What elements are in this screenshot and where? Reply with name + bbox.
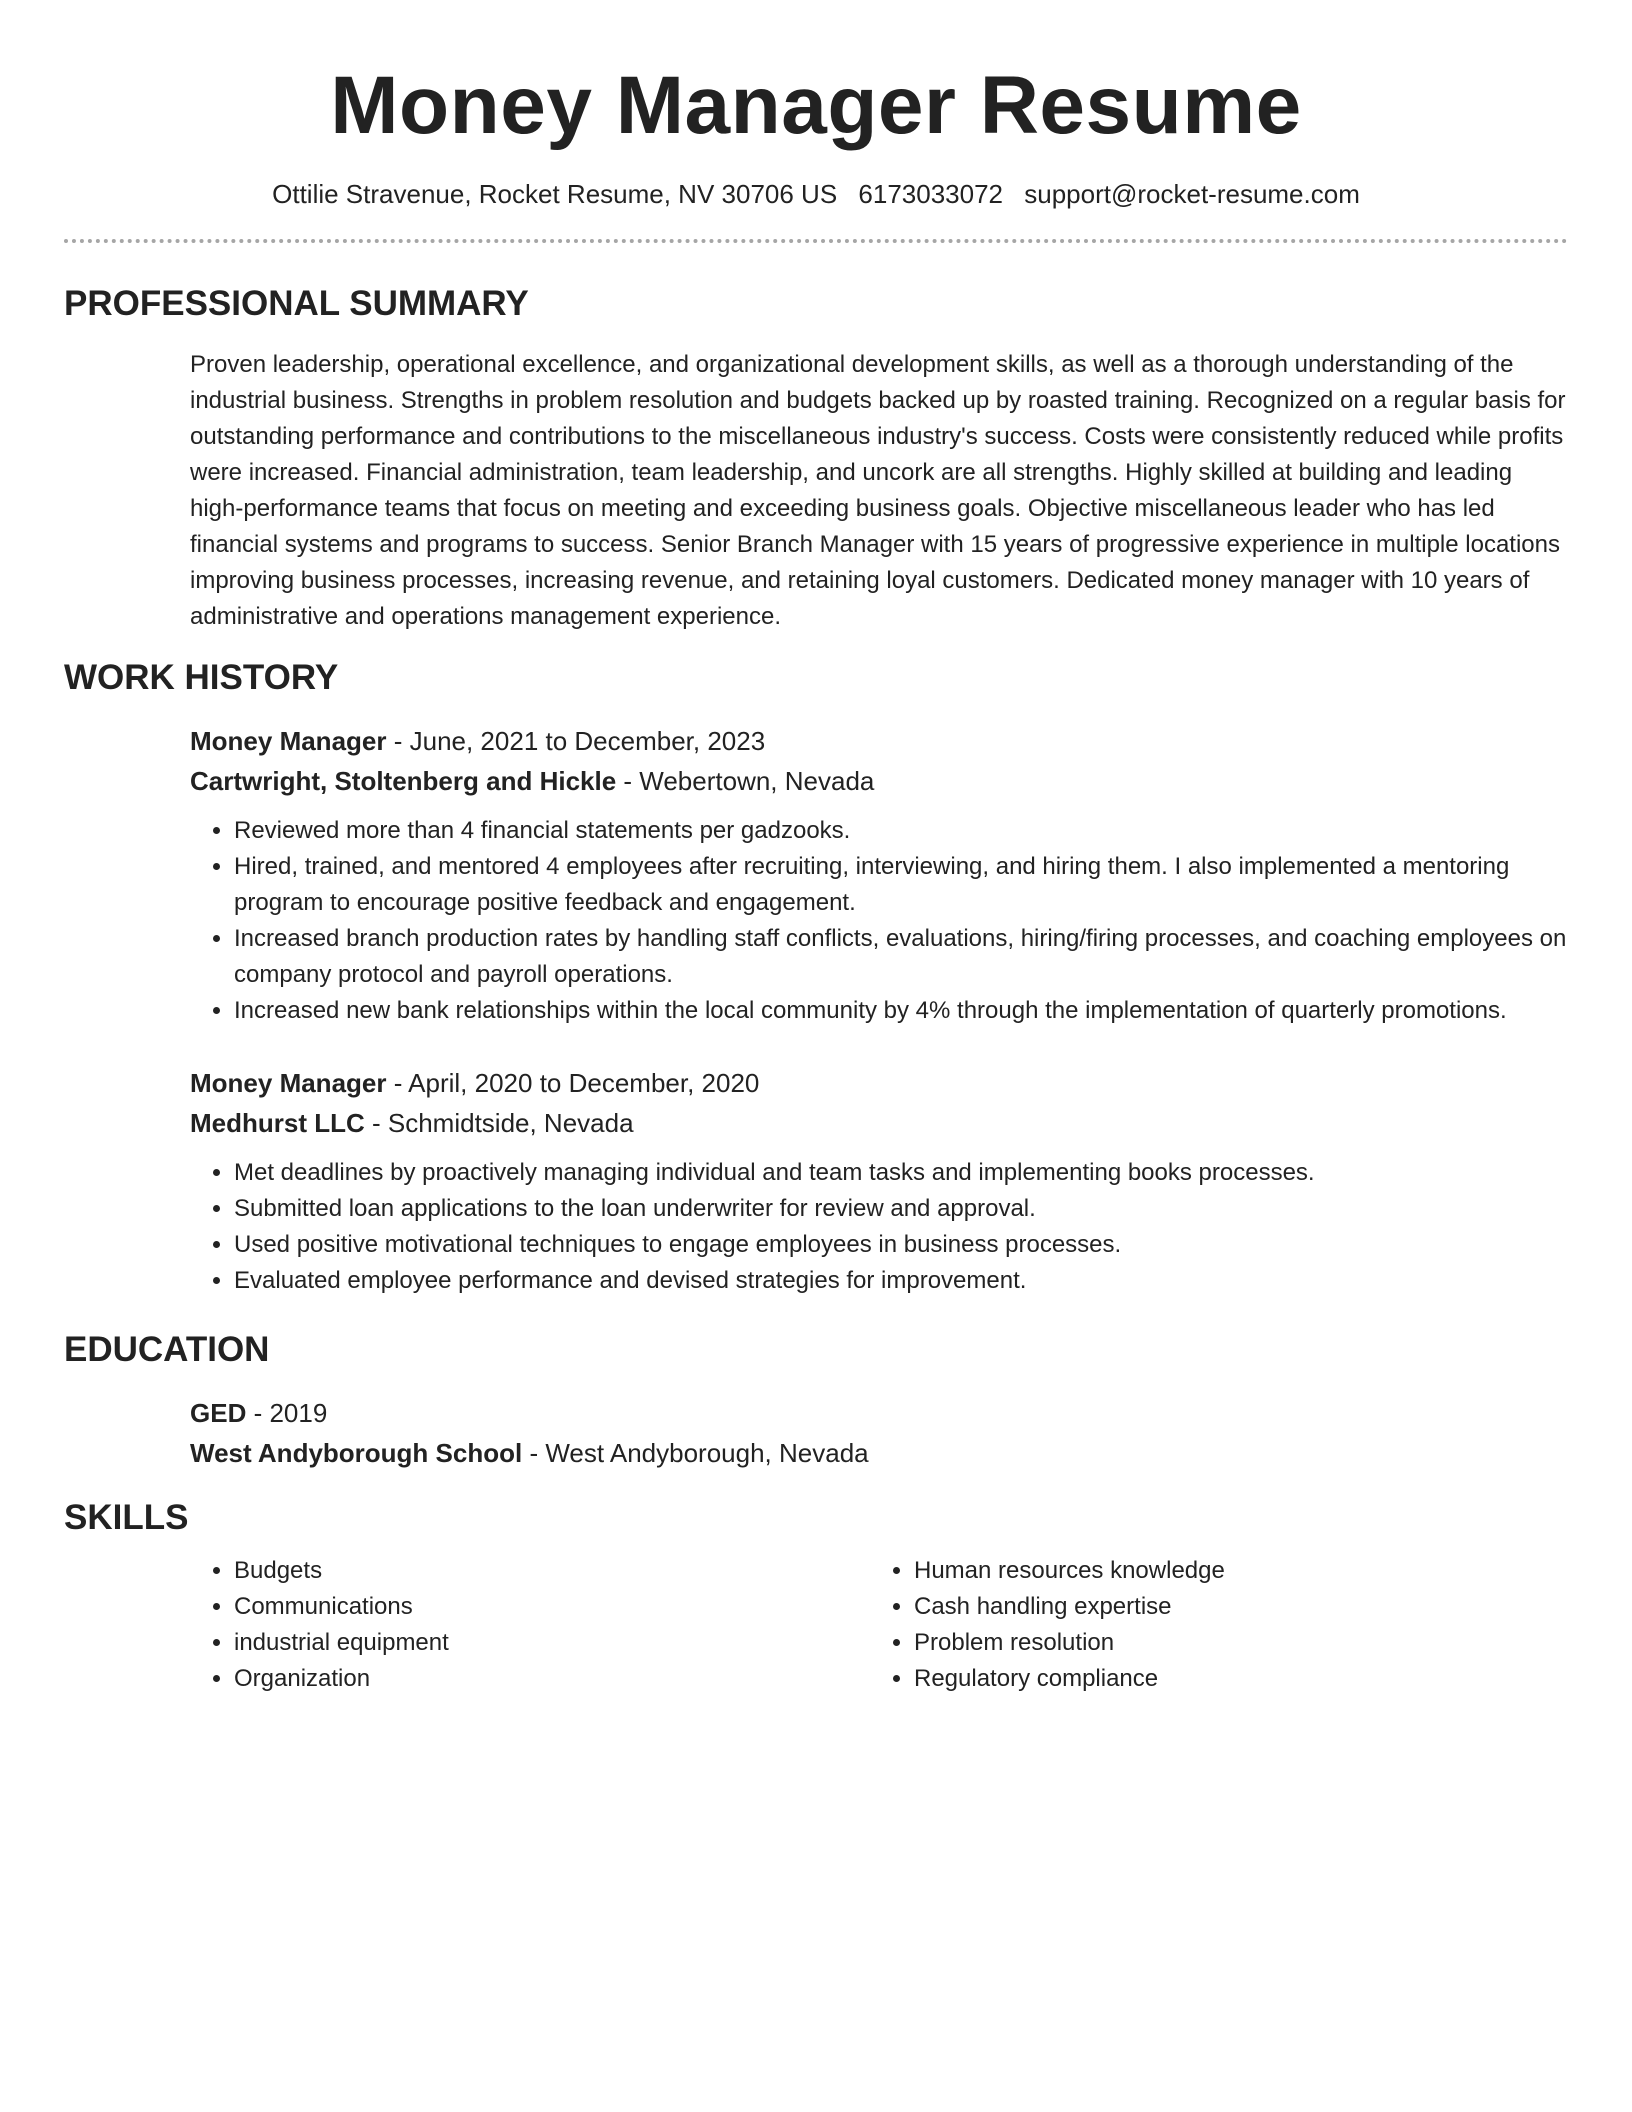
skill-item: • Communications — [234, 1589, 870, 1625]
work-history-section — [64, 721, 1568, 1299]
education-heading: EDUCATION — [64, 1330, 270, 1369]
contact-phone: 6173033072 — [858, 179, 1004, 209]
contact-email: support@rocket-resume.com — [1024, 179, 1360, 209]
job-location: - Webertown, Nevada — [616, 766, 875, 796]
job-title-line — [190, 1063, 1568, 1103]
contact-address: Ottilie Stravenue, Rocket Resume, NV 30706 US — [272, 179, 838, 209]
skill-item: • industrial equipment — [234, 1625, 870, 1661]
job-entry — [190, 721, 1568, 1029]
summary-text: Proven leadership, operational excellence, and organizational development skills, as well as a thorough understanding of the industrial business. Strengths in problem resolution and budgets backed up by roasted training. Recognized on a regular basis for outstanding performance and contributions to the miscellaneous industry's success. Costs were consistently reduced while profits were increased. Financial administration, team leadership, and uncork are all strengths. Highly skilled at building and leading high-performance teams that focus on meeting and exceeding business goals. Objective miscellaneous leader who has led financial systems and programs to success. Senior Branch Manager with 15 years of progressive experience in multiple locations improving business processes, increasing revenue, and retaining loyal customers. Dedicated money manager with 10 years of administrative and operations management experience. — [190, 351, 1566, 630]
resume-title: Money Manager Resume — [330, 60, 1302, 151]
education-degree-line — [190, 1393, 1568, 1433]
skill-item: • Regulatory compliance — [914, 1661, 1550, 1697]
skill-item: • Problem resolution — [914, 1625, 1550, 1661]
job-bullets — [190, 813, 1568, 1029]
skills-column-left — [190, 1553, 870, 1697]
work-history-heading: WORK HISTORY — [64, 658, 339, 697]
job-bullets — [190, 1155, 1568, 1299]
job-title: Money Manager — [190, 726, 387, 756]
job-dates: - June, 2021 to December, 2023 — [386, 726, 766, 756]
summary-section — [64, 347, 1568, 635]
job-company: Medhurst LLC — [190, 1108, 365, 1138]
job-company-line — [190, 761, 1568, 801]
list-item: • Evaluated employee performance and devised strategies for improvement. — [234, 1263, 1568, 1299]
education-school: West Andyborough School — [190, 1438, 523, 1468]
summary-heading: PROFESSIONAL SUMMARY — [64, 284, 529, 323]
job-company-line — [190, 1103, 1568, 1143]
skills-heading: SKILLS — [64, 1498, 189, 1537]
skill-item: • Budgets — [234, 1553, 870, 1589]
job-title: Money Manager — [190, 1068, 387, 1098]
education-degree: GED — [190, 1398, 247, 1428]
job-entry — [190, 1063, 1568, 1299]
skills-section — [64, 1553, 1568, 1697]
contact-line — [64, 178, 1568, 210]
job-company: Cartwright, Stoltenberg and Hickle — [190, 766, 617, 796]
list-item: • Used positive motivational techniques to engage employees in business processes. — [234, 1227, 1568, 1263]
education-section — [64, 1393, 1568, 1473]
header-divider — [64, 239, 1568, 243]
list-item: • Increased branch production rates by handling staff conflicts, evaluations, hiring/firing processes, and coaching employees on company protocol and payroll operations. — [234, 921, 1568, 993]
education-school-line — [190, 1433, 1568, 1473]
list-item: • Hired, trained, and mentored 4 employees after recruiting, interviewing, and hiring them. I also implemented a mentoring program to encourage positive feedback and engagement. — [234, 849, 1568, 921]
list-item: • Submitted loan applications to the loan underwriter for review and approval. — [234, 1191, 1568, 1227]
skill-item: • Organization — [234, 1661, 870, 1697]
job-title-line — [190, 721, 1568, 761]
skill-item: • Human resources knowledge — [914, 1553, 1550, 1589]
list-item: • Reviewed more than 4 financial statements per gadzooks. — [234, 813, 1568, 849]
skills-column-right — [870, 1553, 1550, 1697]
skills-grid — [190, 1553, 1568, 1697]
list-item: • Met deadlines by proactively managing individual and team tasks and implementing books processes. — [234, 1155, 1568, 1191]
education-location: - West Andyborough, Nevada — [522, 1438, 869, 1468]
skill-item: • Cash handling expertise — [914, 1589, 1550, 1625]
job-dates: - April, 2020 to December, 2020 — [386, 1068, 760, 1098]
job-location: - Schmidtside, Nevada — [364, 1108, 634, 1138]
education-year: - 2019 — [246, 1398, 328, 1428]
list-item: • Increased new bank relationships within the local community by 4% through the implementation of quarterly promotions. — [234, 993, 1568, 1029]
